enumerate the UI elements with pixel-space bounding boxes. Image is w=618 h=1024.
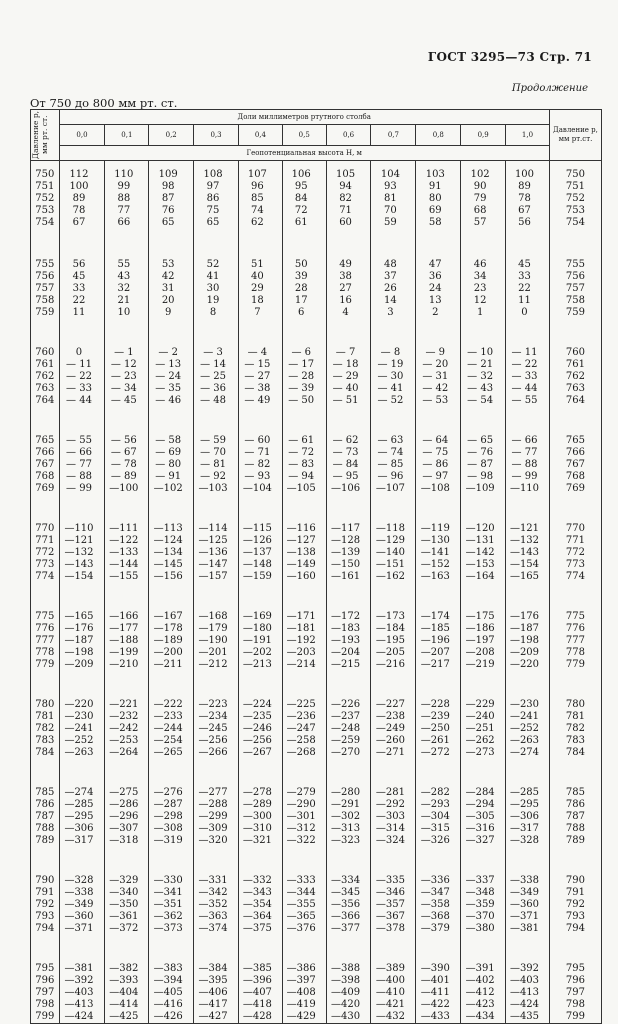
table-row-group — [31, 407, 602, 495]
height-values-cell: 50 39 28 17 6 — [282, 229, 326, 319]
geopotential-table — [30, 109, 602, 1024]
height-values-cell: —285 —295 —306 —317 —328 — [506, 759, 550, 847]
table-row-group — [31, 671, 602, 759]
pressure-values-left: 785 786 787 788 789 — [31, 759, 60, 847]
height-values-cell: —166 —177 —188 —199 —210 — [105, 583, 149, 671]
height-values-cell: —390 —401 —411 —422 —433 — [416, 935, 461, 1024]
height-values-cell: 52 41 30 19 8 — [194, 229, 239, 319]
height-values-cell: 102 90 79 68 57 — [461, 161, 506, 230]
height-values-cell: —388 —398 —409 —420 —430 — [326, 935, 371, 1024]
fraction-header-cell: 0,3 — [194, 125, 239, 146]
pressure-values-right: 790 791 792 793 794 — [549, 847, 601, 935]
pressure-values-left: 760 761 762 763 764 — [31, 319, 60, 407]
height-values-cell: —113 —124 —134 —145 —156 — [149, 495, 194, 583]
height-values-cell: — 65 — 76 — 87 — 98 —109 — [461, 407, 506, 495]
range-title: От 750 до 800 мм рт. ст. — [30, 96, 178, 110]
table-row-group — [31, 759, 602, 847]
height-values-cell: —223 —234 —245 —256 —266 — [194, 671, 239, 759]
height-values-cell: — 11 — 22 — 33 — 44 — 55 — [506, 319, 550, 407]
height-values-cell: — 4 — 15 — 27 — 38 — 49 — [238, 319, 282, 407]
height-values-cell: — 58 — 69 — 80 — 91 —102 — [149, 407, 194, 495]
geopotential-header: Геопотенциальная высота H, м — [59, 145, 549, 160]
pressure-values-right: 775 776 777 778 779 — [549, 583, 601, 671]
height-values-cell: 0 — 11 — 22 — 33 — 44 — [59, 319, 105, 407]
fraction-header-cell: 0,6 — [326, 125, 371, 146]
height-values-cell: —384 —395 —406 —417 —427 — [194, 935, 239, 1024]
height-values-cell: —277 —288 —299 —309 —320 — [194, 759, 239, 847]
height-values-cell: 45 33 22 11 0 — [506, 229, 550, 319]
height-values-cell: —333 —344 —355 —365 —376 — [282, 847, 326, 935]
height-values-cell: — 63 — 74 — 85 — 96 —107 — [371, 407, 416, 495]
fraction-header-cell: 0,2 — [149, 125, 194, 146]
height-values-cell: —115 —126 —137 —148 —159 — [238, 495, 282, 583]
fraction-header-cell: 0,9 — [461, 125, 506, 146]
height-values-cell: —391 —402 —412 —423 —434 — [461, 935, 506, 1024]
height-values-cell: —329 —340 —350 —361 —372 — [105, 847, 149, 935]
height-values-cell: —224 —235 —246 —256 —267 — [238, 671, 282, 759]
height-values-cell: —335 —346 —357 —367 —378 — [371, 847, 416, 935]
height-values-cell: 51 40 29 18 7 — [238, 229, 282, 319]
height-values-cell: —279 —290 —301 —312 —322 — [282, 759, 326, 847]
height-values-cell: 53 42 31 20 9 — [149, 229, 194, 319]
height-values-cell: —117 —128 —139 —150 —161 — [326, 495, 371, 583]
height-values-cell: 46 34 23 12 1 — [461, 229, 506, 319]
height-values-cell: —220 —230 —241 —252 —263 — [59, 671, 105, 759]
height-values-cell: —116 —127 —138 —149 —160 — [282, 495, 326, 583]
height-values-cell: —110 —121 —132 —143 —154 — [59, 495, 105, 583]
height-values-cell: —282 —293 —304 —315 —326 — [416, 759, 461, 847]
height-values-cell: 110 99 88 77 66 — [105, 161, 149, 230]
height-values-cell: —175 —186 —197 —208 —219 — [461, 583, 506, 671]
height-values-cell: 55 43 32 21 10 — [105, 229, 149, 319]
pressure-values-left: 755 756 757 758 759 — [31, 229, 60, 319]
height-values-cell: —276 —287 —298 —308 —319 — [149, 759, 194, 847]
fraction-header-cell: 0,1 — [105, 125, 149, 146]
pressure-values-right: 795 796 797 798 799 — [549, 935, 601, 1024]
table-row-group — [31, 495, 602, 583]
height-values-cell: —328 —338 —349 —360 —371 — [59, 847, 105, 935]
pressure-values-left: 780 781 782 783 784 — [31, 671, 60, 759]
height-values-cell: —114 —125 —136 —147 —157 — [194, 495, 239, 583]
pressure-values-right: 755 756 757 758 759 — [549, 229, 601, 319]
height-values-cell: — 60 — 71 — 82 — 93 —104 — [238, 407, 282, 495]
height-values-cell: —336 —347 —358 —368 —379 — [416, 847, 461, 935]
table-row-group — [31, 935, 602, 1024]
pressure-values-right: 760 761 762 763 764 — [549, 319, 601, 407]
continuation-label: Продолжение — [511, 83, 588, 94]
height-values-cell: 105 94 82 71 60 — [326, 161, 371, 230]
height-values-cell: —167 —178 —189 —200 —211 — [149, 583, 194, 671]
height-values-cell: 107 96 85 74 62 — [238, 161, 282, 230]
height-values-cell: —172 —183 —193 —204 —215 — [326, 583, 371, 671]
pressure-values-right: 780 781 782 783 784 — [549, 671, 601, 759]
height-values-cell: —385 —396 —407 —418 —428 — [238, 935, 282, 1024]
height-values-cell: —174 —185 —196 —207 —217 — [416, 583, 461, 671]
height-values-cell: —275 —286 —296 —307 —318 — [105, 759, 149, 847]
height-values-cell: —334 —345 —356 —366 —377 — [326, 847, 371, 935]
height-values-cell: 100 89 78 67 56 — [506, 161, 550, 230]
pressure-values-left: 770 771 772 773 774 — [31, 495, 60, 583]
height-values-cell: —383 —394 —405 —416 —426 — [149, 935, 194, 1024]
table-row-group — [31, 229, 602, 319]
height-values-cell: —222 —233 —244 —254 —265 — [149, 671, 194, 759]
height-values-cell: — 10 — 21 — 32 — 43 — 54 — [461, 319, 506, 407]
height-values-cell: 112 100 89 78 67 — [59, 161, 105, 230]
pressure-values-left: 750 751 752 753 754 — [31, 161, 60, 230]
fraction-header-cell: 0,5 — [282, 125, 326, 146]
pressure-values-left: 795 796 797 798 799 — [31, 935, 60, 1024]
height-values-cell: —225 —236 —247 —258 —268 — [282, 671, 326, 759]
height-values-cell: 108 97 86 75 65 — [194, 161, 239, 230]
pressure-values-right: 785 786 787 788 789 — [549, 759, 601, 847]
table-row-group — [31, 583, 602, 671]
pressure-values-right: 750 751 752 753 754 — [549, 161, 601, 230]
height-values-cell: —120 —131 —142 —153 —164 — [461, 495, 506, 583]
table-row-group — [31, 847, 602, 935]
height-values-cell: — 62 — 73 — 84 — 95 —106 — [326, 407, 371, 495]
height-values-cell: 49 38 27 16 4 — [326, 229, 371, 319]
height-values-cell: 106 95 84 72 61 — [282, 161, 326, 230]
height-values-cell: —169 —180 —191 —202 —213 — [238, 583, 282, 671]
height-values-cell: — 8 — 19 — 30 — 41 — 52 — [371, 319, 416, 407]
height-values-cell: — 61 — 72 — 83 — 94 —105 — [282, 407, 326, 495]
height-values-cell: — 56 — 67 — 78 — 89 —100 — [105, 407, 149, 495]
height-values-cell: —221 —232 —242 —253 —264 — [105, 671, 149, 759]
pressure-column-header-right: Давление p, мм рт.ст. — [549, 110, 601, 161]
height-values-cell: 48 37 26 14 3 — [371, 229, 416, 319]
height-values-cell: —230 —241 —252 —263 —274 — [506, 671, 550, 759]
fraction-header-cell: 0,8 — [416, 125, 461, 146]
height-values-cell: — 6 — 17 — 28 — 39 — 50 — [282, 319, 326, 407]
table-row-group — [31, 319, 602, 407]
height-values-cell: — 2 — 13 — 24 — 35 — 46 — [149, 319, 194, 407]
pressure-column-header-left: Давление p, мм рт. ст. — [31, 110, 60, 161]
fractions-header: Доли миллиметров ртутного столба — [59, 110, 549, 125]
height-values-cell: —111 —122 —133 —144 —155 — [105, 495, 149, 583]
height-values-cell: —389 —400 —410 —421 —432 — [371, 935, 416, 1024]
height-values-cell: — 66 — 77 — 88 — 99 —110 — [506, 407, 550, 495]
fraction-header-cell: 0,4 — [238, 125, 282, 146]
height-values-cell: —284 —294 —305 —316 —327 — [461, 759, 506, 847]
height-values-cell: — 7 — 18 — 29 — 40 — 51 — [326, 319, 371, 407]
fraction-labels-row — [31, 125, 602, 146]
height-values-cell: — 55 — 66 — 77 — 88 — 99 — [59, 407, 105, 495]
height-values-cell: —274 —285 —295 —306 —317 — [59, 759, 105, 847]
height-values-cell: —176 —187 —198 —209 —220 — [506, 583, 550, 671]
height-values-cell: 109 98 87 76 65 — [149, 161, 194, 230]
height-values-cell: —278 —289 —300 —310 —321 — [238, 759, 282, 847]
pressure-values-left: 790 791 792 793 794 — [31, 847, 60, 935]
height-values-cell: — 3 — 14 — 25 — 36 — 48 — [194, 319, 239, 407]
height-values-cell: —226 —237 —248 —259 —270 — [326, 671, 371, 759]
page-header: ГОСТ 3295—73 Стр. 71 — [427, 50, 592, 64]
pressure-values-left: 775 776 777 778 779 — [31, 583, 60, 671]
height-values-cell: —338 —349 —360 —371 —381 — [506, 847, 550, 935]
pressure-values-left: 765 766 767 768 769 — [31, 407, 60, 495]
fraction-header-cell: 1,0 — [506, 125, 550, 146]
height-values-cell: —227 —238 —249 —260 —271 — [371, 671, 416, 759]
height-values-cell: 47 36 24 13 2 — [416, 229, 461, 319]
height-values-cell: —330 —341 —351 —362 —373 — [149, 847, 194, 935]
height-values-cell: — 1 — 12 — 23 — 34 — 45 — [105, 319, 149, 407]
height-values-cell: —280 —291 —302 —313 —323 — [326, 759, 371, 847]
height-values-cell: —119 —130 —141 —152 —163 — [416, 495, 461, 583]
height-values-cell: —118 —129 —140 —151 —162 — [371, 495, 416, 583]
height-values-cell: —165 —176 —187 —198 —209 — [59, 583, 105, 671]
height-values-cell: —392 —403 —413 —424 —435 — [506, 935, 550, 1024]
fraction-header-cell: 0,0 — [59, 125, 105, 146]
table-body — [31, 161, 602, 1024]
height-values-cell: — 64 — 75 — 86 — 97 —108 — [416, 407, 461, 495]
fraction-header-cell: 0,7 — [371, 125, 416, 146]
height-values-cell: 56 45 33 22 11 — [59, 229, 105, 319]
height-values-cell: —281 —292 —303 —314 —324 — [371, 759, 416, 847]
height-values-cell: —171 —181 —192 —203 —214 — [282, 583, 326, 671]
height-values-cell: —121 —132 —143 —154 —165 — [506, 495, 550, 583]
height-values-cell: —228 —239 —250 —261 —272 — [416, 671, 461, 759]
table-row-group — [31, 161, 602, 230]
height-values-cell: —173 —184 —195 —205 —216 — [371, 583, 416, 671]
height-values-cell: —168 —179 —190 —201 —212 — [194, 583, 239, 671]
height-values-cell: —382 —393 —404 —414 —425 — [105, 935, 149, 1024]
height-values-cell: —381 —392 —403 —413 —424 — [59, 935, 105, 1024]
height-values-cell: — 9 — 20 — 31 — 42 — 53 — [416, 319, 461, 407]
pressure-values-right: 765 766 767 768 769 — [549, 407, 601, 495]
height-values-cell: 104 93 81 70 59 — [371, 161, 416, 230]
height-values-cell: —332 —343 —354 —364 —375 — [238, 847, 282, 935]
height-values-cell: —337 —348 —359 —370 —380 — [461, 847, 506, 935]
height-values-cell: —331 —342 —352 —363 —374 — [194, 847, 239, 935]
height-values-cell: — 59 — 70 — 81 — 92 —103 — [194, 407, 239, 495]
height-values-cell: —229 —240 —251 —262 —273 — [461, 671, 506, 759]
height-values-cell: —386 —397 —408 —419 —429 — [282, 935, 326, 1024]
height-values-cell: 103 91 80 69 58 — [416, 161, 461, 230]
pressure-values-right: 770 771 772 773 774 — [549, 495, 601, 583]
